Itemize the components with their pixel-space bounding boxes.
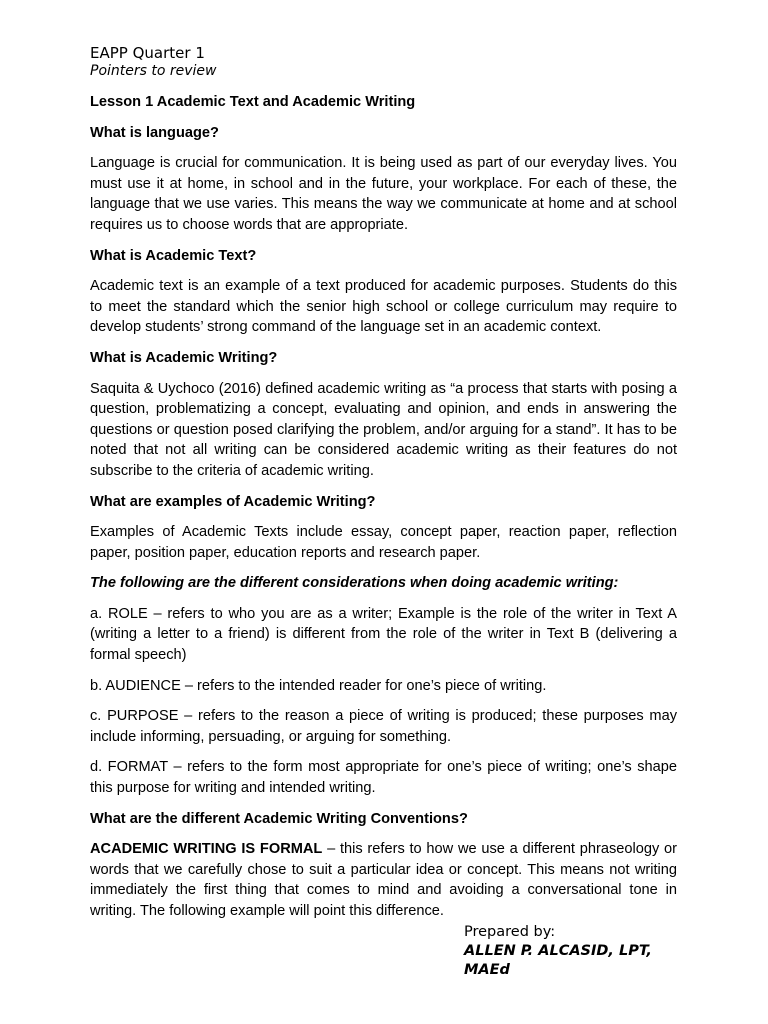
conventions-lead: ACADEMIC WRITING IS FORMAL xyxy=(90,841,323,858)
conventions-paragraph xyxy=(90,839,677,921)
examples-heading: What are examples of Academic Writing? xyxy=(90,493,376,510)
conventions-heading: What are the different Academic Writing Conventions? xyxy=(90,810,468,827)
document-title: EAPP Quarter 1 xyxy=(90,44,205,62)
academic-text-paragraph: Academic text is an example of a text produced for academic purposes. Students do this to meet the standard which the senior high school or college curriculum may require to develop students’ strong command of the language set in an academic context. xyxy=(90,278,677,336)
prepared-by-label: Prepared by: xyxy=(464,924,556,940)
language-heading: What is language? xyxy=(90,124,219,141)
prepared-by-block xyxy=(464,923,694,980)
consideration-role: a. ROLE – refers to who you are as a writer; Example is the role of the writer in Text A (writing a letter to a friend) is different from the role of the writer in Text B (delivering a formal speech) xyxy=(90,605,677,664)
academic-writing-paragraph: Saquita & Uychoco (2016) defined academic writing as “a process that starts with posing a question, problematizing a concept, evaluating and opinion, and ends in answering the questions or question posed clarifying the problem, and/or arguing for a stand”. It has to be noted that not all writing can be considered academic writing as their features do not subscribe to the criteria of academic writing. xyxy=(90,380,677,479)
consideration-audience: b. AUDIENCE – refers to the intended reader for one’s piece of writing. xyxy=(90,677,547,694)
conventions-body: – this refers to how we use a different phraseology or words that we carefully chose to suit a particular idea or concept. This means not writing immediately the first thing that comes to mind and avoiding a conversational tone in writing. The following example will point this difference. xyxy=(90,841,677,919)
academic-text-heading: What is Academic Text? xyxy=(90,247,257,264)
document-subtitle: Pointers to review xyxy=(90,63,217,79)
author-name: ALLEN P. ALCASID, LPT, MAEd xyxy=(464,943,652,978)
consideration-purpose: c. PURPOSE – refers to the reason a piece of writing is produced; these purposes may include informing, persuading, or arguing for something. xyxy=(90,708,677,745)
consideration-format: d. FORMAT – refers to the form most appropriate for one’s piece of writing; one’s shape this purpose for writing and intended writing. xyxy=(90,759,677,797)
examples-paragraph: Examples of Academic Texts include essay, concept paper, reaction paper, reflection paper, position paper, education reports and research paper. xyxy=(90,524,677,561)
document-page xyxy=(90,44,677,932)
considerations-heading: The following are the different considerations when doing academic writing: xyxy=(90,575,619,592)
academic-writing-heading: What is Academic Writing? xyxy=(90,349,278,366)
language-paragraph: Language is crucial for communication. It is being used as part of our everyday lives. You must use it at home, in school and in the future, your workplace. For each of these, the language that we use varies. This means the way we communicate at home and at school requires us to choose words that are appropriate. xyxy=(90,155,677,233)
lesson-title: Lesson 1 Academic Text and Academic Writing xyxy=(90,94,416,110)
